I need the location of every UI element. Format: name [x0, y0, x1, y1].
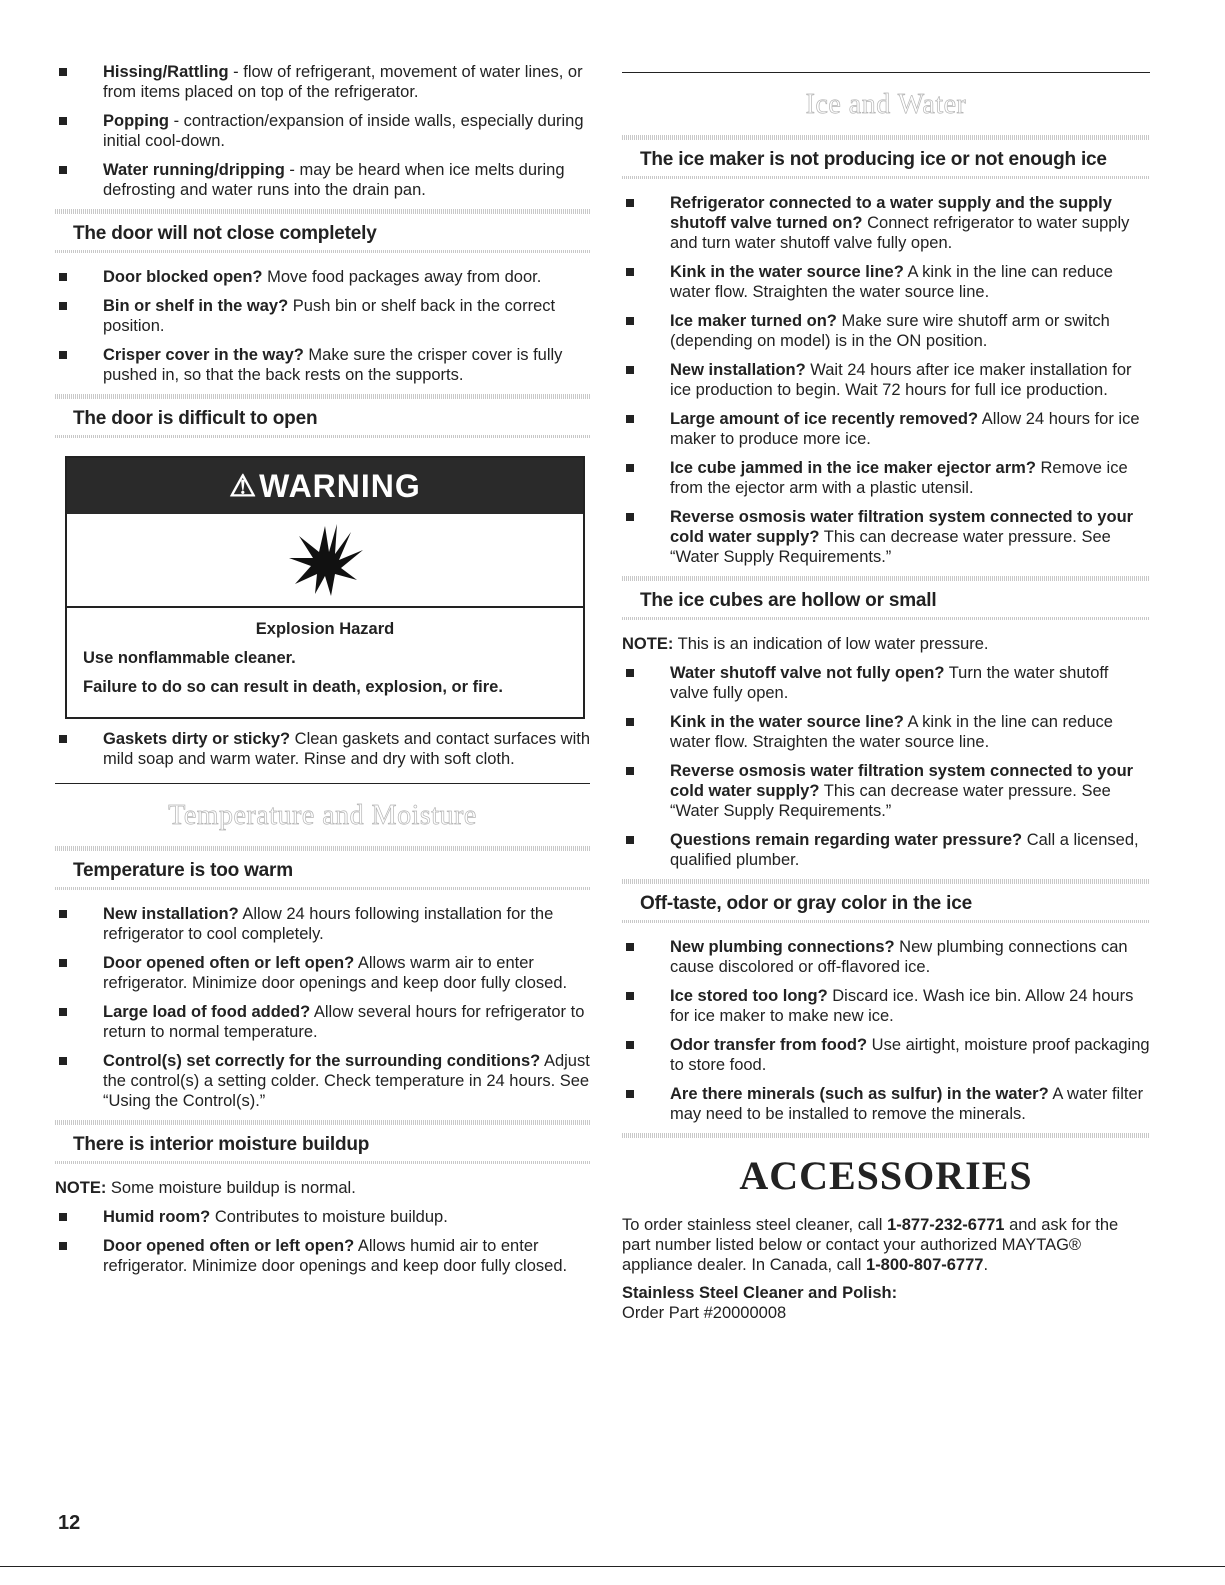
heading-moisture	[55, 1120, 590, 1164]
list-item: Gaskets dirty or sticky? Clean gaskets and contact surfaces with mild soap and warm water. Rinse and dry with soft cloth.	[55, 729, 590, 769]
divider	[55, 435, 590, 438]
heading-temp-warm	[55, 846, 590, 890]
list-item: New installation? Allow 24 hours following installation for the refrigerator to cool completely.	[55, 904, 590, 944]
list-item: New plumbing connections? New plumbing connections can cause discolored or off-flavored ice.	[622, 937, 1150, 977]
list-item: Bin or shelf in the way? Push bin or shelf back in the correct position.	[55, 296, 590, 336]
divider	[622, 176, 1150, 179]
warning-line: Use nonflammable cleaner.	[83, 649, 296, 667]
divider	[55, 887, 590, 890]
page-number: 12	[58, 1512, 81, 1534]
heading-text: The door will not close completely	[73, 223, 377, 244]
part-number: Order Part #20000008	[622, 1304, 787, 1322]
list-item: Ice maker turned on? Make sure wire shutoff arm or switch (depending on model) is in the ON position.	[622, 311, 1150, 351]
list-item: Ice cube jammed in the ice maker ejector arm? Remove ice from the ejector arm with a plastic utensil.	[622, 458, 1150, 498]
heading-text: The door is difficult to open	[73, 408, 318, 429]
list-item: Door blocked open? Move food packages away from door.	[55, 267, 590, 287]
heading-text: The ice cubes are hollow or small	[640, 590, 937, 611]
section-heading-ice-water	[622, 72, 1150, 135]
list-item: Door opened often or left open? Allows warm air to enter refrigerator. Minimize door openings and keep door fully closed.	[55, 953, 590, 993]
warning-line: Failure to do so can result in death, explosion, or fire.	[83, 678, 503, 696]
footer-rule	[0, 1566, 1225, 1567]
divider	[55, 250, 590, 253]
list-item: Reverse osmosis water filtration system connected to your cold water supply? This can decrease water pressure. See “Water Supply Requirements.”	[622, 507, 1150, 567]
intro-bullets	[55, 62, 590, 200]
heading-door-close	[55, 209, 590, 253]
list-item: Large amount of ice recently removed? Allow 24 hours for ice maker to produce more ice.	[622, 409, 1150, 449]
phone-number: 1-877-232-6771	[887, 1216, 1005, 1234]
list-item: Popping - contraction/expansion of inside walls, especially during initial cool-down.	[55, 111, 590, 151]
list-item: New installation? Wait 24 hours after ice maker installation for ice production to begin. Wait 72 hours for full ice production.	[622, 360, 1150, 400]
heading-text: The ice maker is not producing ice or not enough ice	[640, 149, 1107, 170]
list-item: Refrigerator connected to a water supply and the supply shutoff valve turned on? Connect refrigerator to water supply and turn water shutoff valve fully open.	[622, 193, 1150, 253]
divider	[55, 1161, 590, 1164]
divider	[622, 920, 1150, 923]
section-title: Temperature and Moisture	[168, 800, 477, 831]
product-name: Stainless Steel Cleaner and Polish:	[622, 1284, 898, 1302]
list-item: Hissing/Rattling - flow of refrigerant, movement of water lines, or from items placed on top of the refrigerator.	[55, 62, 590, 102]
heading-text: There is interior moisture buildup	[73, 1134, 370, 1155]
warning-label: WARNING	[259, 467, 421, 504]
section-heading-temperature	[55, 783, 590, 846]
list-item: Kink in the water source line? A kink in the line can reduce water flow. Straighten the water source line.	[622, 262, 1150, 302]
list-item: Water running/dripping - may be heard when ice melts during defrosting and water runs into the drain pan.	[55, 160, 590, 200]
list-item: Door opened often or left open? Allows humid air to enter refrigerator. Minimize door openings and keep door fully closed.	[55, 1236, 590, 1276]
phone-number: 1-800-807-6777	[866, 1256, 984, 1274]
warning-box	[65, 456, 585, 719]
list-item: Kink in the water source line? A kink in the line can reduce water flow. Straighten the water source line.	[622, 712, 1150, 752]
list-item: Questions remain regarding water pressure? Call a licensed, qualified plumber.	[622, 830, 1150, 870]
right-column	[622, 72, 1150, 1323]
hazard-title: Explosion Hazard	[255, 620, 395, 638]
list-item: Humid room? Contributes to moisture buildup.	[55, 1207, 590, 1227]
heading-offtaste	[622, 879, 1150, 923]
warning-body	[67, 608, 583, 717]
list-item: Are there minerals (such as sulfur) in the water? A water filter may need to be installed to remove the minerals.	[622, 1084, 1150, 1124]
heading-hollow	[622, 576, 1150, 620]
warning-header	[67, 458, 583, 514]
list-item: Reverse osmosis water filtration system connected to your cold water supply? This can decrease water pressure. See “Water Supply Requirements.”	[622, 761, 1150, 821]
list-item: Control(s) set correctly for the surrounding conditions? Adjust the control(s) a setting colder. Check temperature in 24 hours. See “Using the Control(s).”	[55, 1051, 590, 1111]
list-item: Odor transfer from food? Use airtight, moisture proof packaging to store food.	[622, 1035, 1150, 1075]
accessories-title: ACCESSORIES	[739, 1153, 1033, 1198]
note: NOTE: Some moisture buildup is normal.	[55, 1179, 356, 1197]
accessories-paragraph: To order stainless steel cleaner, call 1-877-232-6771 and ask for the part number listed below or contact your authorized MAYTAG® appliance dealer. In Canada, call 1-800-807-6777.	[622, 1216, 1119, 1274]
note: NOTE: This is an indication of low water pressure.	[622, 635, 989, 653]
heading-text: Off-taste, odor or gray color in the ice	[640, 893, 972, 914]
heading-door-open	[55, 394, 590, 438]
section-title: Ice and Water	[805, 89, 967, 120]
explosion-icon	[67, 514, 583, 608]
list-item: Ice stored too long? Discard ice. Wash ice bin. Allow 24 hours for ice maker to make new ice.	[622, 986, 1150, 1026]
divider	[622, 1133, 1150, 1138]
divider	[622, 617, 1150, 620]
list-item: Large load of food added? Allow several hours for refrigerator to return to normal temperature.	[55, 1002, 590, 1042]
divider-accessories	[622, 1133, 1150, 1138]
heading-ice-maker	[622, 135, 1150, 179]
list-item: Crisper cover in the way? Make sure the crisper cover is fully pushed in, so that the back rests on the supports.	[55, 345, 590, 385]
left-column	[55, 62, 590, 1285]
warning-triangle-icon: ⚠	[229, 469, 258, 503]
heading-text: Temperature is too warm	[73, 860, 293, 881]
list-item: Water shutoff valve not fully open? Turn the water shutoff valve fully open.	[622, 663, 1150, 703]
